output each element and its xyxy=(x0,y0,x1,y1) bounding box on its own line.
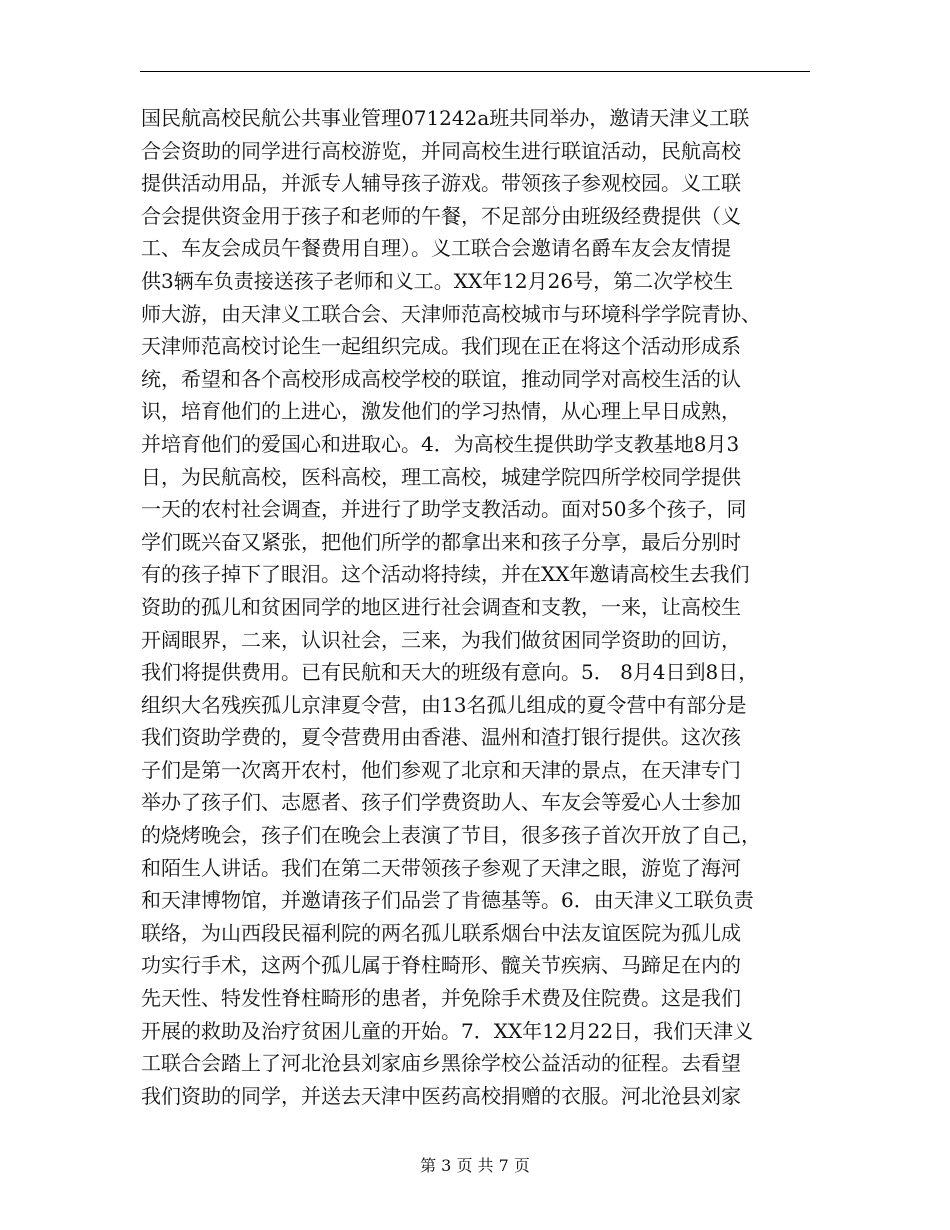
text-line: 功实行手术，这两个孤儿属于脊柱畸形、髋关节疾病、马蹄足在内的 xyxy=(141,953,741,978)
text-line: 资助的孤儿和贫困同学的地区进行社会调查和支教，一来，让高校生 xyxy=(141,594,741,619)
text-line: 联络，为山西段民福利院的两名孤儿联系烟台中法友谊医院为孤儿成 xyxy=(141,920,741,945)
text-line: 合会提供资金用于孩子和老师的午餐，不足部分由班级经费提供（义 xyxy=(141,203,741,228)
text-line: 并培育他们的爱国心和进取心。4．为高校生提供助学支教基地8月3 xyxy=(141,431,740,456)
text-line: 工、车友会成员午餐费用自理）。义工联合会邀请名爵车友会友情提 xyxy=(141,236,731,261)
text-line: 提供活动用品，并派专人辅导孩子游戏。带领孩子参观校园。义工联 xyxy=(141,171,741,196)
text-line: 举办了孩子们、志愿者、孩子们学费资助人、车友会等爱心人士参加 xyxy=(141,790,741,815)
page-footer xyxy=(0,1153,950,1176)
text-line: 子们是第一次离开农村，他们参观了北京和天津的景点，在天津专门 xyxy=(141,757,741,782)
text-line: 识，培育他们的上进心，激发他们的学习热情，从心理上早日成熟， xyxy=(141,399,741,424)
text-line: 一天的农村社会调查，并进行了助学支教活动。面对50多个孩子，同 xyxy=(141,497,747,522)
text-line: 师大游，由天津义工联合会、天津师范高校城市与环境科学学院青协、 xyxy=(141,301,761,326)
text-line: 组织大名残疾孤儿京津夏令营，由13名孤儿组成的夏令营中有部分是 xyxy=(141,692,747,717)
text-line: 开阔眼界，二来，认识社会，三来，为我们做贫困同学资助的回访， xyxy=(141,627,741,652)
text-line: 有的孩子掉下了眼泪。这个活动将持续，并在XX年邀请高校生去我们 xyxy=(141,562,750,587)
text-line: 日，为民航高校，医科高校，理工高校，城建学院四所学校同学提供 xyxy=(141,464,741,489)
text-line: 工联合会踏上了河北沧县刘家庙乡黑徐学校公益活动的征程。去看望 xyxy=(141,1051,741,1076)
text-line: 统，希望和各个高校形成高校学校的联谊，推动同学对高校生活的认 xyxy=(141,366,741,391)
header-rule xyxy=(140,71,810,72)
text-line: 合会资助的同学进行高校游览，并同高校生进行联谊活动，民航高校 xyxy=(141,138,741,163)
text-line: 开展的救助及治疗贫困儿童的开始。7．XX年12月22日，我们天津义 xyxy=(141,1018,754,1043)
body-text xyxy=(141,102,821,1112)
text-line: 学们既兴奋又紧张，把他们所学的都拿出来和孩子分享，最后分别时 xyxy=(141,529,741,554)
text-line: 天津师范高校讨论生一起组织完成。我们现在正在将这个活动形成系 xyxy=(141,334,741,359)
page-number: 第 3 页 共 7 页 xyxy=(420,1156,530,1175)
text-line: 和陌生人讲话。我们在第二天带领孩子参观了天津之眼，游览了海河 xyxy=(141,855,741,880)
text-line: 供3辆车负责接送孩子老师和义工。XX年12月26号，第二次学校生 xyxy=(141,268,734,293)
text-line: 我们资助的同学，并送去天津中医药高校捐赠的衣服。河北沧县刘家 xyxy=(141,1083,741,1108)
text-line: 我们将提供费用。已有民航和天大的班级有意向。5． 8月4日到8日， xyxy=(141,660,759,685)
text-line: 国民航高校民航公共事业管理071242a班共同举办，邀请天津义工联 xyxy=(141,106,750,130)
text-line: 我们资助学费的，夏令营费用由香港、温州和渣打银行提供。这次孩 xyxy=(141,725,741,750)
text-line: 的烧烤晚会，孩子们在晚会上表演了节目，很多孩子首次开放了自己， xyxy=(141,823,761,848)
text-line: 先天性、特发性脊柱畸形的患者，并免除手术费及住院费。这是我们 xyxy=(141,986,741,1011)
text-line: 和天津博物馆，并邀请孩子们品尝了肯德基等。6．由天津义工联负责 xyxy=(141,888,754,913)
